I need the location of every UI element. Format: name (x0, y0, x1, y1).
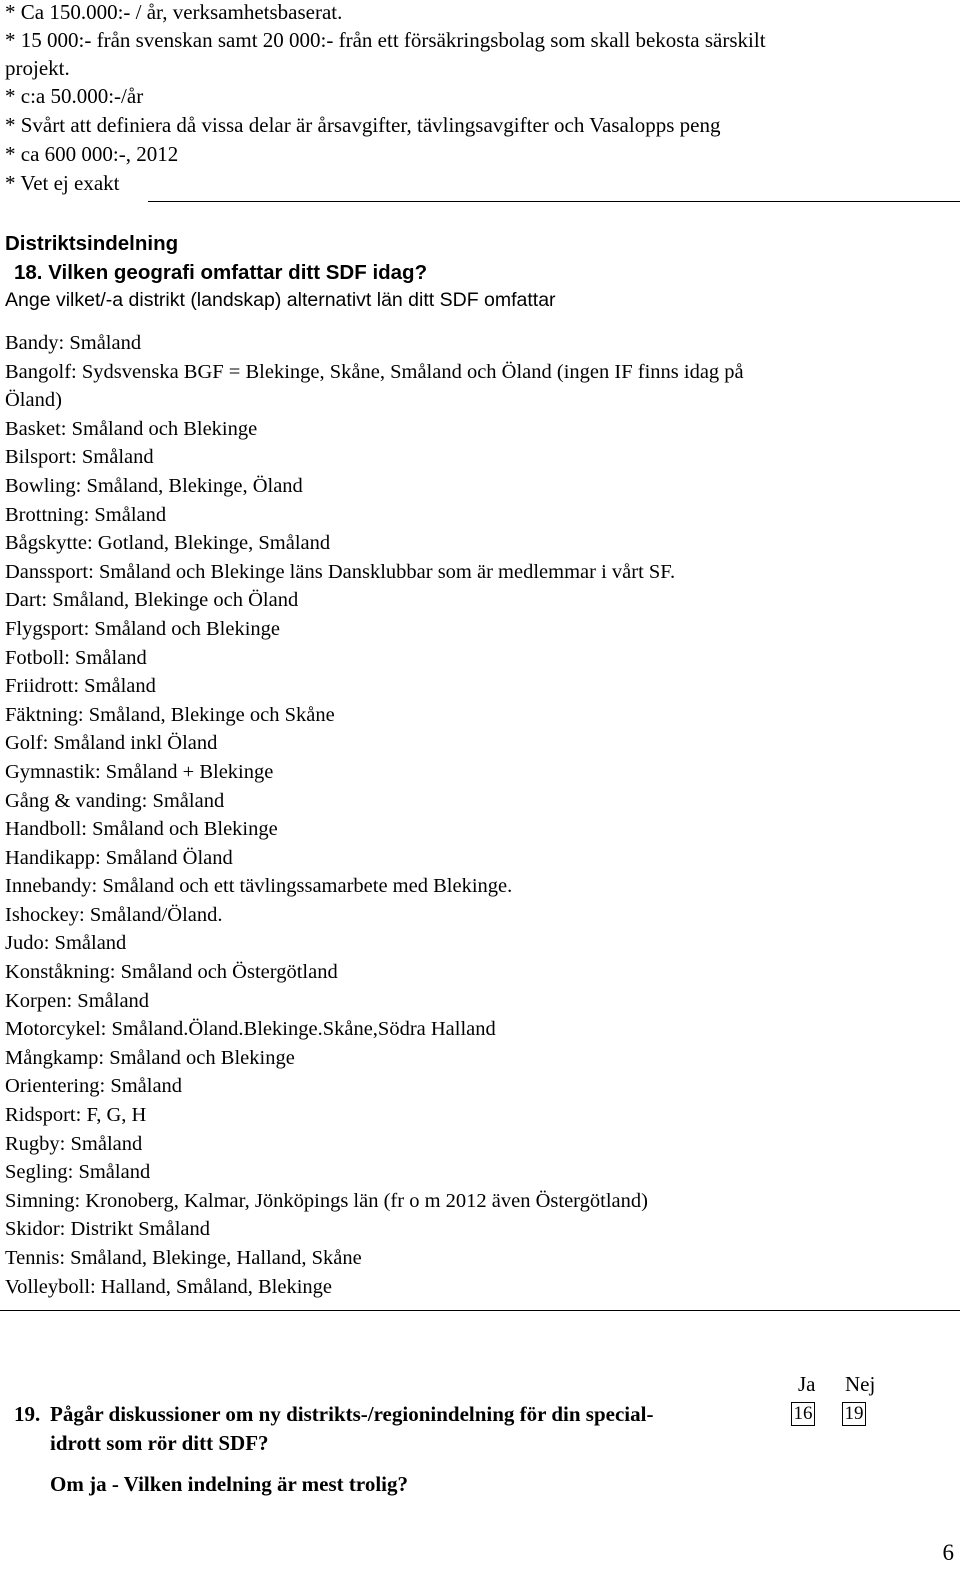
answer-line: Ishockey: Småland/Öland. (5, 903, 223, 926)
answer-line: Basket: Småland och Blekinge (5, 417, 258, 440)
question-19-followup: Om ja - Vilken indelning är mest trolig? (50, 1472, 408, 1496)
answer-line: Gång & vanding: Småland (5, 789, 225, 812)
question-18-title: 18. Vilken geografi omfattar ditt SDF idag? (14, 261, 428, 284)
answer-line: Volleyboll: Halland, Småland, Blekinge (5, 1275, 333, 1298)
answer-line: Danssport: Småland och Blekinge läns Dansklubbar som är medlemmar i vårt SF. (5, 560, 676, 583)
answer-line: Bangolf: Sydsvenska BGF = Blekinge, Skåne, Småland och Öland (ingen IF finns idag på (5, 360, 744, 383)
answer-line: Ridsport: F, G, H (5, 1104, 147, 1127)
answer-line: Fäktning: Småland, Blekinge och Skåne (5, 703, 335, 726)
no-column-label: Nej (845, 1372, 876, 1396)
answer-line: Handikapp: Småland Öland (5, 846, 233, 869)
answer-line: Öland) (5, 389, 62, 412)
intro-line: * c:a 50.000:-/år (5, 84, 144, 108)
answer-line: Gymnastik: Småland + Blekinge (5, 760, 274, 783)
question-19-number: 19. (14, 1402, 41, 1426)
divider-rule (148, 201, 960, 202)
answer-line: Bågskytte: Gotland, Blekinge, Småland (5, 532, 331, 555)
answer-line: Judo: Småland (5, 932, 127, 955)
no-count-box: 19 (842, 1402, 866, 1426)
divider-rule (0, 1310, 960, 1311)
answer-line: Konståkning: Småland och Östergötland (5, 961, 338, 984)
answer-line: Fotboll: Småland (5, 646, 147, 669)
answer-line: Rugby: Småland (5, 1132, 143, 1155)
answer-line: Orientering: Småland (5, 1075, 183, 1098)
answer-line: Segling: Småland (5, 1161, 151, 1184)
answer-line: Bowling: Småland, Blekinge, Öland (5, 474, 303, 497)
answer-line: Golf: Småland inkl Öland (5, 732, 218, 755)
answer-line: Korpen: Småland (5, 989, 150, 1012)
answer-list (5, 329, 935, 1301)
answer-line: Flygsport: Småland och Blekinge (5, 617, 281, 640)
section-title: Distriktsindelning (5, 232, 179, 255)
answer-line: Innebandy: Småland och ett tävlingssamarbete med Blekinge. (5, 875, 513, 898)
yes-count-box: 16 (791, 1402, 815, 1426)
intro-line: * ca 600 000:-, 2012 (5, 142, 179, 166)
answer-line: Tennis: Småland, Blekinge, Halland, Skåne (5, 1247, 362, 1269)
answer-line: Mångkamp: Småland och Blekinge (5, 1046, 295, 1069)
answer-line: Bilsport: Småland (5, 446, 154, 469)
answer-line: Handboll: Småland och Blekinge (5, 818, 278, 841)
answer-line: Motorcykel: Småland.Öland.Blekinge.Skåne,Södra Halland (5, 1018, 496, 1041)
intro-line: * Vet ej exakt (5, 171, 120, 195)
answer-line: Friidrott: Småland (5, 675, 156, 698)
answer-line: Bandy: Småland (5, 332, 142, 354)
question-18-instruction: Ange vilket/-a distrikt (landskap) alternativt län ditt SDF omfattar (5, 289, 556, 311)
intro-line: * Svårt att definiera då vissa delar är årsavgifter, tävlingsavgifter och Vasalopps peng (5, 113, 721, 137)
intro-line: * Ca 150.000:- / år, verksamhetsbaserat. (5, 0, 343, 24)
page-number: 6 (942, 1540, 954, 1565)
question-19-line-1: Pågår diskussioner om ny distrikts-/regionindelning för din special- (50, 1402, 654, 1426)
yes-column-label: Ja (798, 1372, 816, 1396)
answer-line: Skidor: Distrikt Småland (5, 1218, 210, 1241)
answer-line: Brottning: Småland (5, 503, 167, 526)
intro-line: projekt. (5, 56, 70, 80)
answer-line: Simning: Kronoberg, Kalmar, Jönköpings län (fr o m 2012 även Östergötland) (5, 1189, 648, 1212)
intro-line: * 15 000:- från svenskan samt 20 000:- från ett försäkringsbolag som skall bekosta särskilt (5, 28, 766, 52)
question-19-line-2: idrott som rör ditt SDF? (50, 1431, 269, 1455)
answer-line: Dart: Småland, Blekinge och Öland (5, 589, 299, 612)
